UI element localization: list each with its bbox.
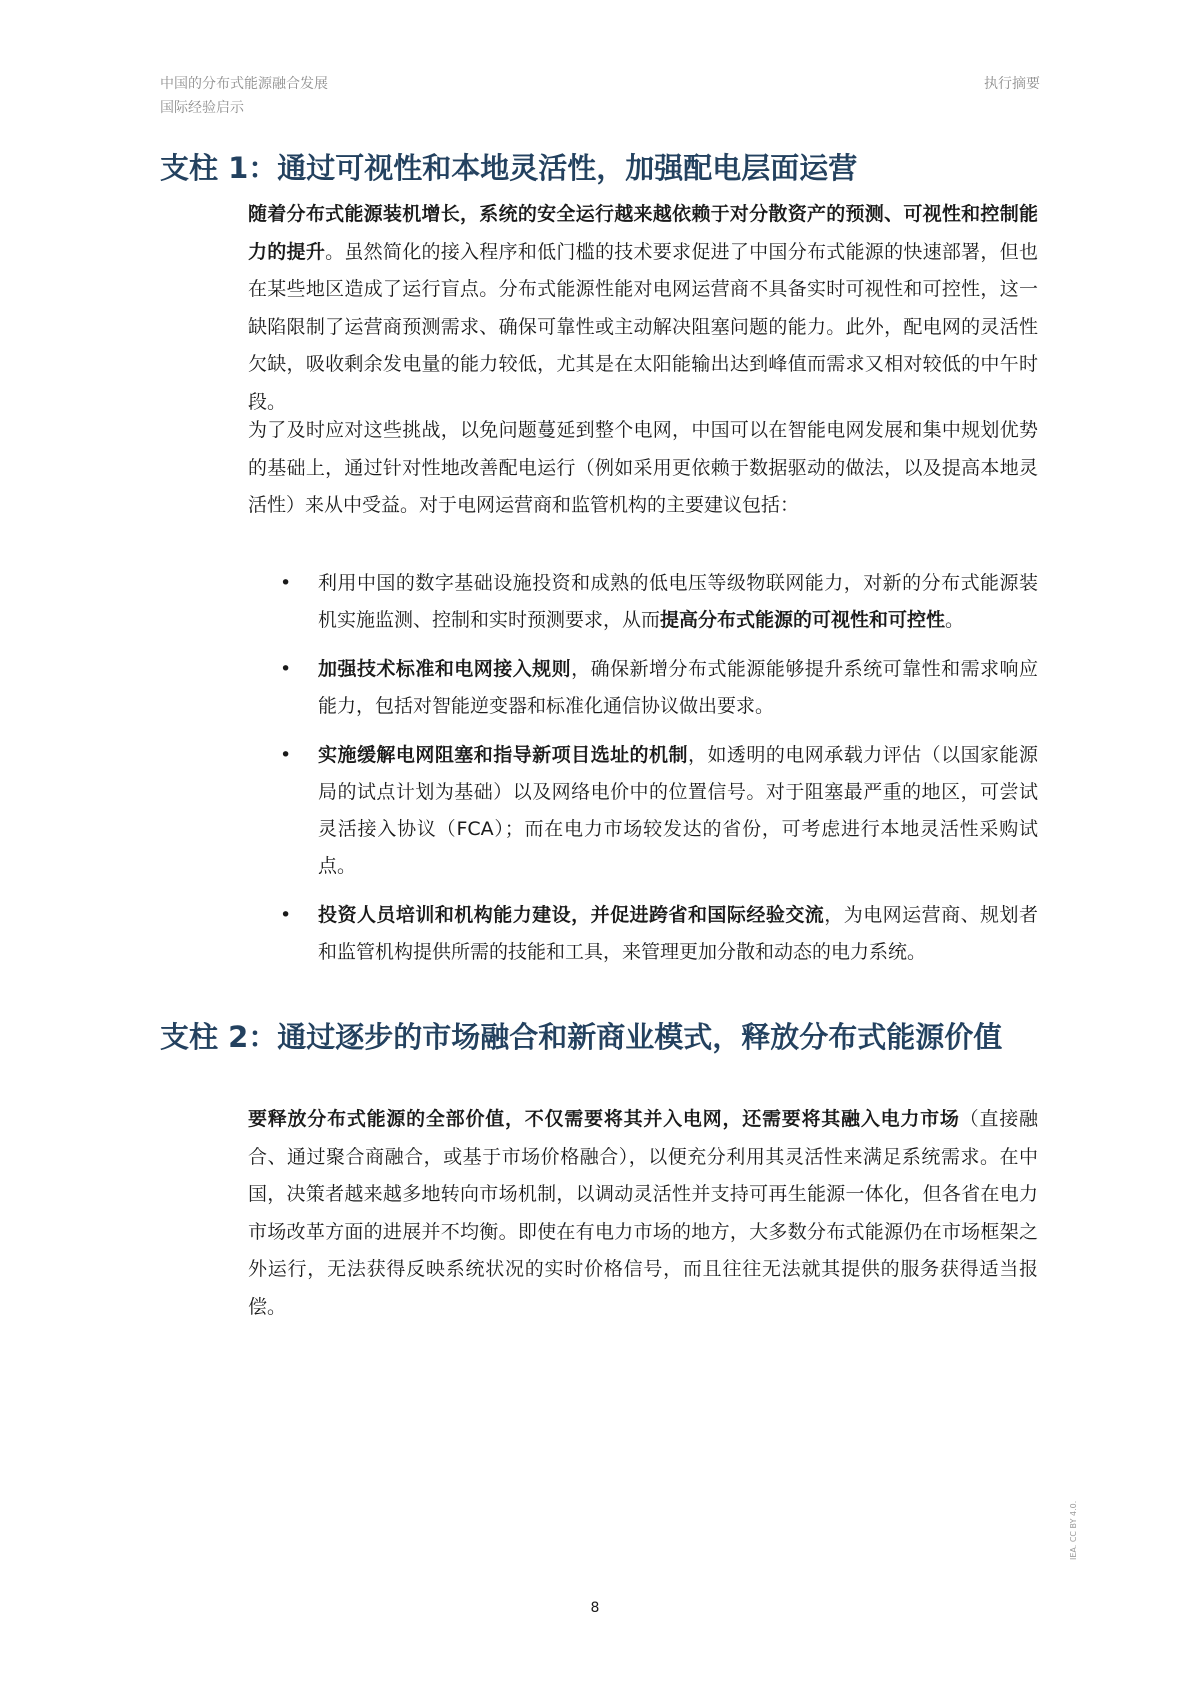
pillar1-paragraph-1 [248, 196, 1038, 421]
pillar2-p1-bold: 要释放分布式能源的全部价值，不仅需要将其并入电网，还需要将其融入电力市场 [248, 1108, 960, 1130]
bullet-icon: • [280, 904, 292, 926]
bullet-icon: • [280, 744, 292, 766]
list-item: • 利用中国的数字基础设施投资和成熟的低电压等级物联网能力，对新的分布式能源装机实施监测、控制和实时预测要求，从而提高分布式能源的可视性和可控性。 [270, 565, 1038, 639]
section-label: 执行摘要 [984, 76, 1040, 92]
pillar2-heading: 支柱 2：通过逐步的市场融合和新商业模式，释放分布式能源价值 [160, 1020, 1003, 1054]
pillar1-p1-text: 。虽然简化的接入程序和低门槛的技术要求促进了中国分布式能源的快速部署，但也在某些地区造成了运行盲点。分布式能源性能对电网运营商不具备实时可视性和可控性，这一缺陷限制了运营商预测需求、确保可靠性或主动解决阻塞问题的能力。此外，配电网的灵活性欠缺，吸收剩余发电量的能力较低，尤其是在太阳能输出达到峰值而需求又相对较低的中午时段。 [248, 240, 1038, 413]
report-title: 中国的分布式能源融合发展 [160, 76, 328, 92]
bullet-icon: • [280, 658, 292, 680]
list-item: • 加强技术标准和电网接入规则，确保新增分布式能源能够提升系统可靠性和需求响应能力，包括对智能逆变器和标准化通信协议做出要求。 [270, 651, 1038, 725]
pillar1-heading: 支柱 1：通过可视性和本地灵活性，加强配电层面运营 [160, 151, 858, 185]
license-note: IEA. CC BY 4.0. [1069, 1500, 1078, 1560]
pillar2-p1-text: （直接融合、通过聚合商融合，或基于市场价格融合），以便充分利用其灵活性来满足系统需求。在中国，决策者越来越多地转向市场机制，以调动灵活性并支持可再生能源一体化，但各省在电力市场改革方面的进展并不均衡。即使在有电力市场的地方，大多数分布式能源仍在市场框架之外运行，无法获得反映系统状况的实时价格信号，而且往往无法就其提供的服务获得适当报偿。 [248, 1108, 1038, 1318]
page-header [160, 72, 1040, 120]
pillar2-paragraph-1 [248, 1101, 1038, 1326]
recommendation-list [270, 565, 1038, 971]
list-item: • 实施缓解电网阻塞和指导新项目选址的机制，如透明的电网承载力评估（以国家能源局的试点计划为基础）以及网络电价中的位置信号。对于阻塞最严重的地区，可尝试灵活接入协议（FCA）；而在电力市场较发达的省份，可考虑进行本地灵活性采购试点。 [270, 737, 1038, 885]
bullet-icon: • [280, 572, 292, 594]
report-subtitle: 国际经验启示 [160, 100, 244, 116]
list-item: • 投资人员培训和机构能力建设，并促进跨省和国际经验交流，为电网运营商、规划者和监管机构提供所需的技能和工具，来管理更加分散和动态的电力系统。 [270, 897, 1038, 971]
pillar1-p1-bold: 随着分布式能源装机增长，系统的安全运行越来越依赖于对分散资产的预测、可视性和控制能力的提升 [248, 203, 1038, 263]
page-number: 8 [590, 1600, 600, 1616]
pillar1-paragraph-2: 为了及时应对这些挑战，以免问题蔓延到整个电网，中国可以在智能电网发展和集中规划优势的基础上，通过针对性地改善配电运行（例如采用更依赖于数据驱动的做法，以及提高本地灵活性）来从中受益。对于电网运营商和监管机构的主要建议包括： [248, 419, 1038, 516]
